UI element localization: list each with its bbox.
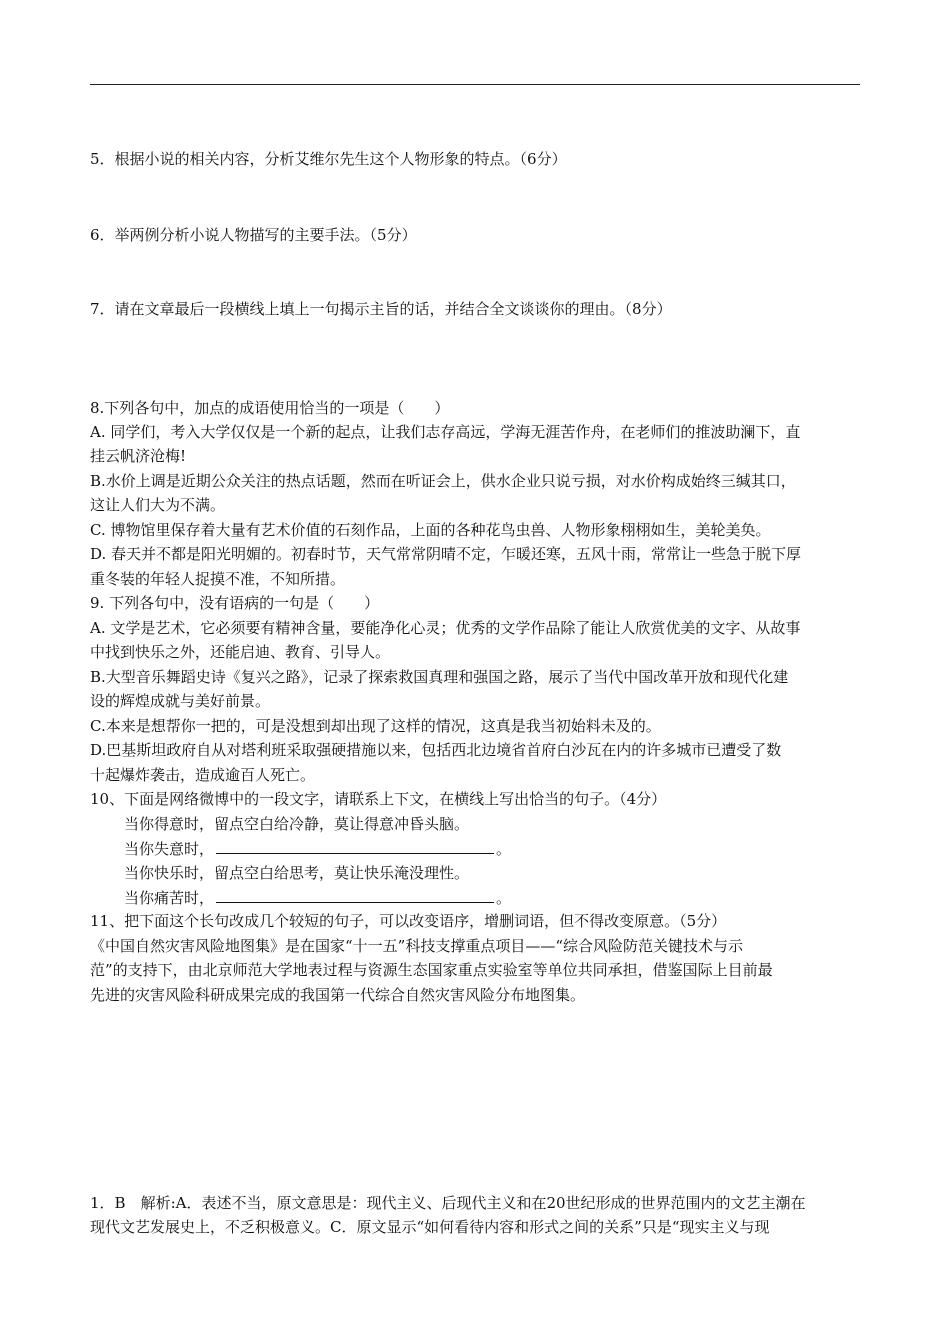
question-9-stem: 9. 下列各句中，没有语病的一句是（ ） [90,594,380,612]
answer-1-line-1: 1．B 解析:A．表述不当，原文意思是：现代主义、后现代主义和在20世纪形成的世界范围内的文艺主潮在 [90,1194,806,1212]
question-8-option-d: D. 春天并不都是阳光明媚的。初春时节，天气常常阴晴不定，乍暖还寒，五风十雨，常常让一些急于脱下厚 [90,545,802,563]
question-9-option-b-cont: 设的辉煌成就与美好前景。 [90,692,271,710]
question-8-stem: 8.下列各句中，加点的成语使用恰当的一项是（ ） [90,399,450,417]
question-9-option-a: A. 文学是艺术，它必须要有精神含量，要能净化心灵；优秀的文学作品除了能让人欣赏优美的文字、从故事 [90,619,801,637]
question-9-option-b: B.大型音乐舞蹈史诗《复兴之路》，记录了探索救国真理和强国之路，展示了当代中国改革开放和现代化建 [90,668,789,686]
question-11-passage-3: 先进的灾害风险科研成果完成的我国第一代综合自然灾害风险分布地图集。 [90,986,586,1004]
question-10-line-4-suffix: 。 [496,889,512,907]
question-6: 6．举两例分析小说人物描写的主要手法。（5分） [90,226,417,244]
answer-blank-1[interactable] [216,837,494,854]
question-11-passage-1: 《中国自然灾害风险地图集》是在国家“十一五”科技支撑重点项目——“综合风险防范关键技术与示 [90,937,744,955]
question-9-option-d-cont: 十起爆炸袭击，造成逾百人死亡。 [90,766,316,784]
question-8-option-d-cont: 重冬装的年轻人捉摸不准，不知所措。 [90,570,346,588]
answer-blank-2[interactable] [216,886,494,903]
question-8-option-c: C. 博物馆里保存着大量有艺术价值的石刻作品，上面的各种花鸟虫兽、人物形象栩栩如生，美轮美奂。 [90,521,771,539]
answer-1-line-2: 现代文艺发展史上，不乏积极意义。C．原文显示“如何看待内容和形式之间的关系”只是“现实主义与现 [90,1218,770,1236]
question-10-line-1: 当你得意时，留点空白给冷静，莫让得意冲昏头脑。 [124,815,470,833]
question-10-line-2 [124,837,860,860]
question-5: 5．根据小说的相关内容，分析艾维尔先生这个人物形象的特点。（6分） [90,150,567,168]
header-rule [90,84,860,85]
question-10-line-2-prefix: 当你失意时， [124,840,215,858]
question-8-option-a-cont: 挂云帆济沧梅! [90,447,187,465]
question-9-option-c: C.本来是想帮你一把的，可是没想到却出现了这样的情况，这真是我当初始料未及的。 [90,717,661,735]
question-10-line-4-prefix: 当你痛苦时， [124,889,215,907]
question-9-option-d: D.巴基斯坦政府自从对塔利班采取强硬措施以来，包括西北边境省首府白沙瓦在内的许多城市已遭受了数 [90,741,782,759]
question-10-stem: 10、下面是网络微博中的一段文字，请联系上下文，在横线上写出恰当的句子。（4分） [90,790,667,808]
question-7: 7．请在文章最后一段横线上填上一句揭示主旨的话，并结合全文谈谈你的理由。（8分） [90,300,672,318]
question-11-passage-2: 范”的支持下，由北京师范大学地表过程与资源生态国家重点实验室等单位共同承担，借鉴国际上目前最 [90,961,773,979]
question-11-stem: 11、把下面这个长句改成几个较短的句子，可以改变语序，增删词语，但不得改变原意。（5分） [90,912,727,930]
question-8-option-b: B.水价上调是近期公众关注的热点话题，然而在听证会上，供水企业只说亏损，对水价构成始终三缄其口， [90,472,796,490]
question-9-option-a-cont: 中找到快乐之外，还能启迪、教育、引导人。 [90,643,391,661]
question-10-line-3: 当你快乐时，留点空白给思考，莫让快乐淹没理性。 [124,864,470,882]
question-8-option-b-cont: 这让人们大为不满。 [90,496,226,514]
question-8-option-a: A. 同学们，考入大学仅仅是一个新的起点，让我们志存高远，学海无涯苦作舟，在老师们的推波助澜下，直 [90,423,801,441]
question-10-line-4 [124,886,860,909]
question-10-line-2-suffix: 。 [496,840,512,858]
